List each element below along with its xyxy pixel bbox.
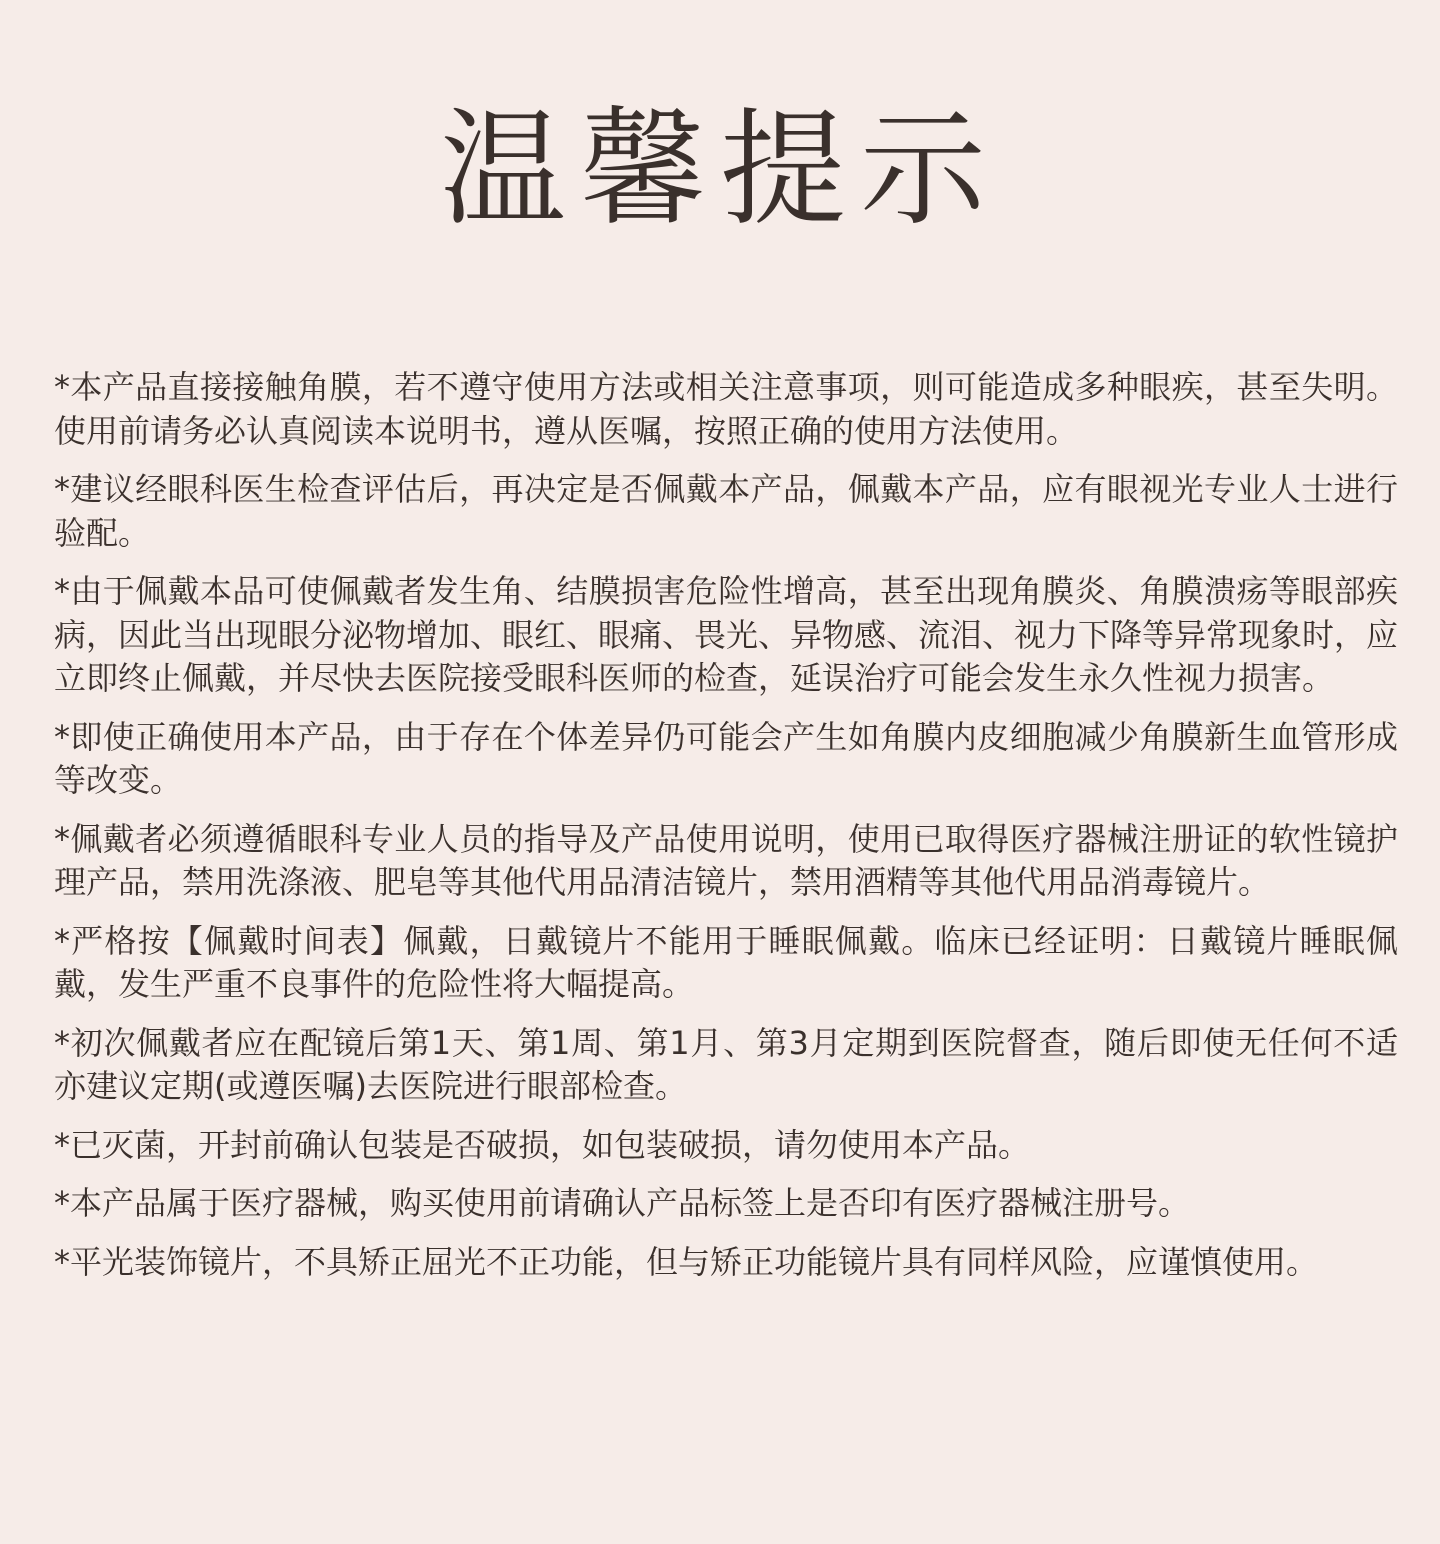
- notice-list: [54, 366, 1398, 1299]
- notice-item: *即使正确使用本产品，由于存在个体差异仍可能会产生如角膜内皮细胞减少角膜新生血管形成等改变。: [54, 717, 1398, 799]
- notice-item: *佩戴者必须遵循眼科专业人员的指导及产品使用说明，使用已取得医疗器械注册证的软性镜护理产品，禁用洗涤液、肥皂等其他代用品清洁镜片，禁用酒精等其他代用品消毒镜片。: [54, 819, 1398, 901]
- notice-item: *初次佩戴者应在配镜后第1天、第1周、第1月、第3月定期到医院督查，随后即使无任何不适亦建议定期(或遵医嘱)去医院进行眼部检查。: [54, 1023, 1398, 1105]
- notice-item: *由于佩戴本品可使佩戴者发生角、结膜损害危险性增高，甚至出现角膜炎、角膜溃疡等眼部疾病，因此当出现眼分泌物增加、眼红、眼痛、畏光、异物感、流泪、视力下降等异常现象时，应立即终止佩戴，并尽快去医院接受眼科医师的检查，延误治疗可能会发生永久性视力损害。: [54, 572, 1399, 697]
- notice-item: *本产品直接接触角膜，若不遵守使用方法或相关注意事项，则可能造成多种眼疾，甚至失明。使用前请务必认真阅读本说明书，遵从医嘱，按照正确的使用方法使用。: [54, 368, 1398, 450]
- notice-item: *严格按【佩戴时间表】佩戴，日戴镜片不能用于睡眠佩戴。临床已经证明：日戴镜片睡眠佩戴，发生严重不良事件的危险性将大幅提高。: [54, 921, 1398, 1003]
- notice-item: *已灭菌，开封前确认包装是否破损，如包装破损，请勿使用本产品。: [54, 1125, 1031, 1164]
- notice-item: *建议经眼科医生检查评估后，再决定是否佩戴本产品，佩戴本产品，应有眼视光专业人士进行验配。: [54, 470, 1398, 552]
- page-title: 温馨提示: [440, 96, 1000, 243]
- notice-item: *平光装饰镜片，不具矫正屈光不正功能，但与矫正功能镜片具有同样风险，应谨慎使用。: [54, 1242, 1319, 1281]
- notice-item: *本产品属于医疗器械，购买使用前请确认产品标签上是否印有医疗器械注册号。: [54, 1184, 1191, 1222]
